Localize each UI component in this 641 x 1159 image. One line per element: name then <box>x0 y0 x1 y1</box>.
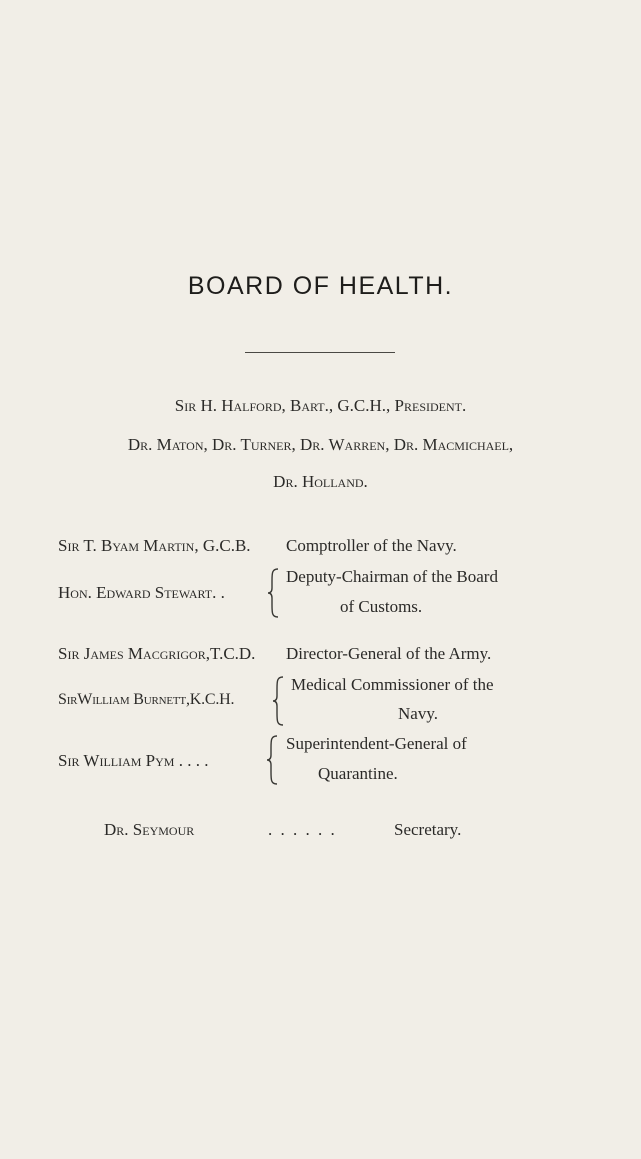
official-title-5b: Quarantine. <box>318 764 398 783</box>
official-name-2: Hon. Edward Stewart. . <box>58 583 225 602</box>
page-title: BOARD OF HEALTH. <box>187 272 454 300</box>
official-title-3: Director-General of the Army. <box>286 644 492 663</box>
brace-icon <box>267 567 281 619</box>
brace-icon <box>266 734 280 786</box>
brace-icon <box>272 675 286 727</box>
official-name-4: SirWilliam Burnett,K.C.H. <box>58 691 235 708</box>
secretary-name: Dr. Seymour <box>104 820 195 839</box>
official-title-2a: Deputy-Chairman of the Board <box>286 567 498 586</box>
secretary-dots: . . . . . . <box>268 820 337 839</box>
official-title-2b: of Customs. <box>340 597 423 616</box>
president-line: Sir H. Halford, Bart., G.C.H., President. <box>174 396 467 415</box>
official-title-5a: Superintendent-General of <box>286 734 467 753</box>
official-title-1: Comptroller of the Navy. <box>286 536 457 555</box>
members-line-2: Dr. Holland. <box>273 472 368 491</box>
title-divider <box>245 352 395 353</box>
official-name-3: Sir James Macgrigor,T.C.D. <box>58 644 256 663</box>
official-name-5: Sir William Pym . . . . <box>58 751 209 770</box>
official-name-1: Sir T. Byam Martin, G.C.B. <box>58 536 251 555</box>
official-title-4b: Navy. <box>398 704 438 723</box>
members-line-1: Dr. Maton, Dr. Turner, Dr. Warren, Dr. Macmichael, <box>127 435 514 454</box>
secretary-title: Secretary. <box>394 820 462 839</box>
official-title-4a: Medical Commissioner of the <box>291 675 494 694</box>
